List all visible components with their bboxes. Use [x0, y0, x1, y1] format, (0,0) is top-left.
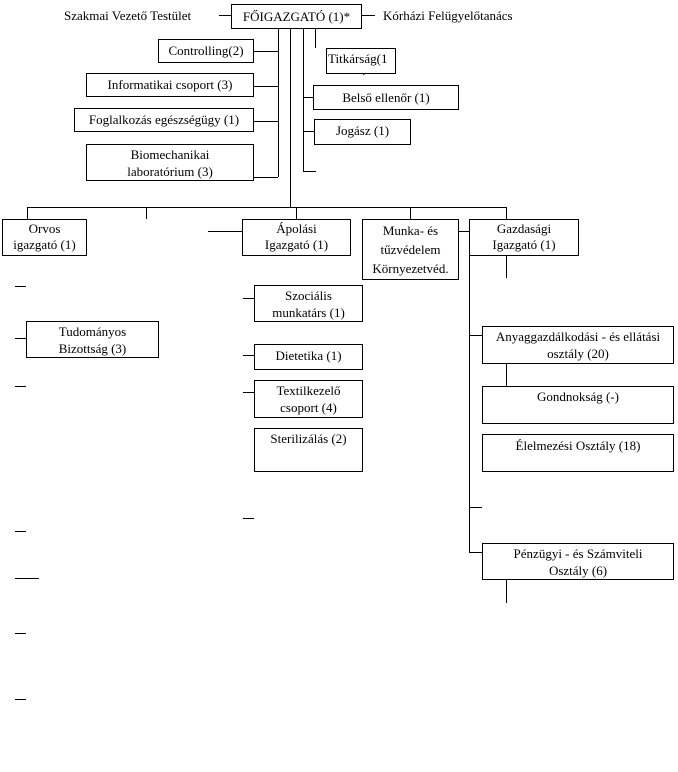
unit-label: Élelmezési Osztály (18)	[515, 438, 641, 453]
unit-label: Foglalkozás egészségügy (1)	[88, 112, 240, 127]
unit-label: Informatikai csoport (3)	[107, 77, 233, 92]
unit-label: Gondnokság (-)	[537, 389, 619, 404]
director-box-safety-environment	[362, 219, 459, 280]
director-box-medical	[2, 219, 87, 256]
staff-box-it-group	[86, 73, 254, 97]
unit-label-line1: Munka- és	[382, 223, 439, 238]
unit-box-social-worker	[254, 285, 363, 322]
unit-label-line1: Pénzügyi - és Számviteli	[513, 546, 643, 561]
unit-label-line2: igazgató (1)	[13, 237, 76, 252]
unit-label-line2: Bizottság (3)	[58, 341, 127, 356]
unit-label-line1: Gazdasági	[496, 221, 552, 236]
unit-label-line2: csoport (4)	[280, 400, 337, 415]
unit-box-facilities	[482, 386, 674, 424]
unit-label-line2: Osztály (6)	[548, 563, 608, 578]
staff-box-internal-auditor	[313, 85, 459, 110]
unit-label: Titkárság(1	[328, 51, 388, 66]
unit-label-line1: Szociális	[285, 288, 332, 303]
unit-box-catering	[482, 434, 674, 472]
unit-label: Dietetika (1)	[275, 348, 342, 363]
unit-label-line2: laboratórium (3)	[127, 164, 213, 179]
unit-label-line3: Környezetvéd.	[372, 261, 449, 276]
unit-label: Sterilizálás (2)	[270, 431, 347, 446]
unit-label: Belső ellenőr (1)	[342, 90, 430, 105]
unit-label-line2: tűzvédelem	[380, 242, 441, 257]
unit-label-line1: Biomechanikai	[130, 147, 210, 162]
unit-label-line1: Orvos	[28, 221, 61, 236]
unit-box-materials-supply	[482, 326, 674, 364]
unit-box-scientific-committee	[26, 321, 159, 358]
unit-label-line2: munkatárs (1)	[272, 305, 345, 320]
unit-box-textile-group	[254, 380, 363, 418]
staff-box-legal-counsel	[314, 119, 411, 145]
unit-box-dietetics	[254, 344, 363, 370]
unit-label-line2: Igazgató (1)	[492, 237, 556, 252]
unit-label-line1: Anyaggazdálkodási - és ellátási	[495, 329, 661, 344]
unit-label-line2: osztály (20)	[547, 346, 609, 361]
unit-label-line2: Igazgató (1)	[264, 237, 329, 252]
staff-box-occupational-health	[74, 108, 254, 132]
director-general-box	[231, 4, 362, 29]
unit-box-finance-accounting	[482, 543, 674, 580]
unit-label-line1: Textilkezelő	[276, 383, 341, 398]
staff-box-biomechanics-lab	[86, 144, 254, 181]
professional-board-label: Szakmai Vezető Testület	[64, 8, 192, 23]
staff-box-secretariat	[326, 48, 396, 74]
unit-label-line1: Tudományos	[58, 324, 127, 339]
supervisory-board-label: Kórházi Felügyelőtanács	[383, 8, 513, 23]
director-general-label: FŐIGAZGATÓ (1)*	[242, 9, 351, 24]
director-box-nursing	[242, 219, 351, 256]
unit-label: Controlling(2)	[168, 43, 244, 58]
director-box-economic	[469, 219, 579, 256]
staff-box-controlling	[158, 39, 254, 63]
unit-label: Jogász (1)	[335, 123, 390, 138]
unit-label-line1: Ápolási	[276, 221, 317, 236]
unit-box-sterilization	[254, 428, 363, 472]
